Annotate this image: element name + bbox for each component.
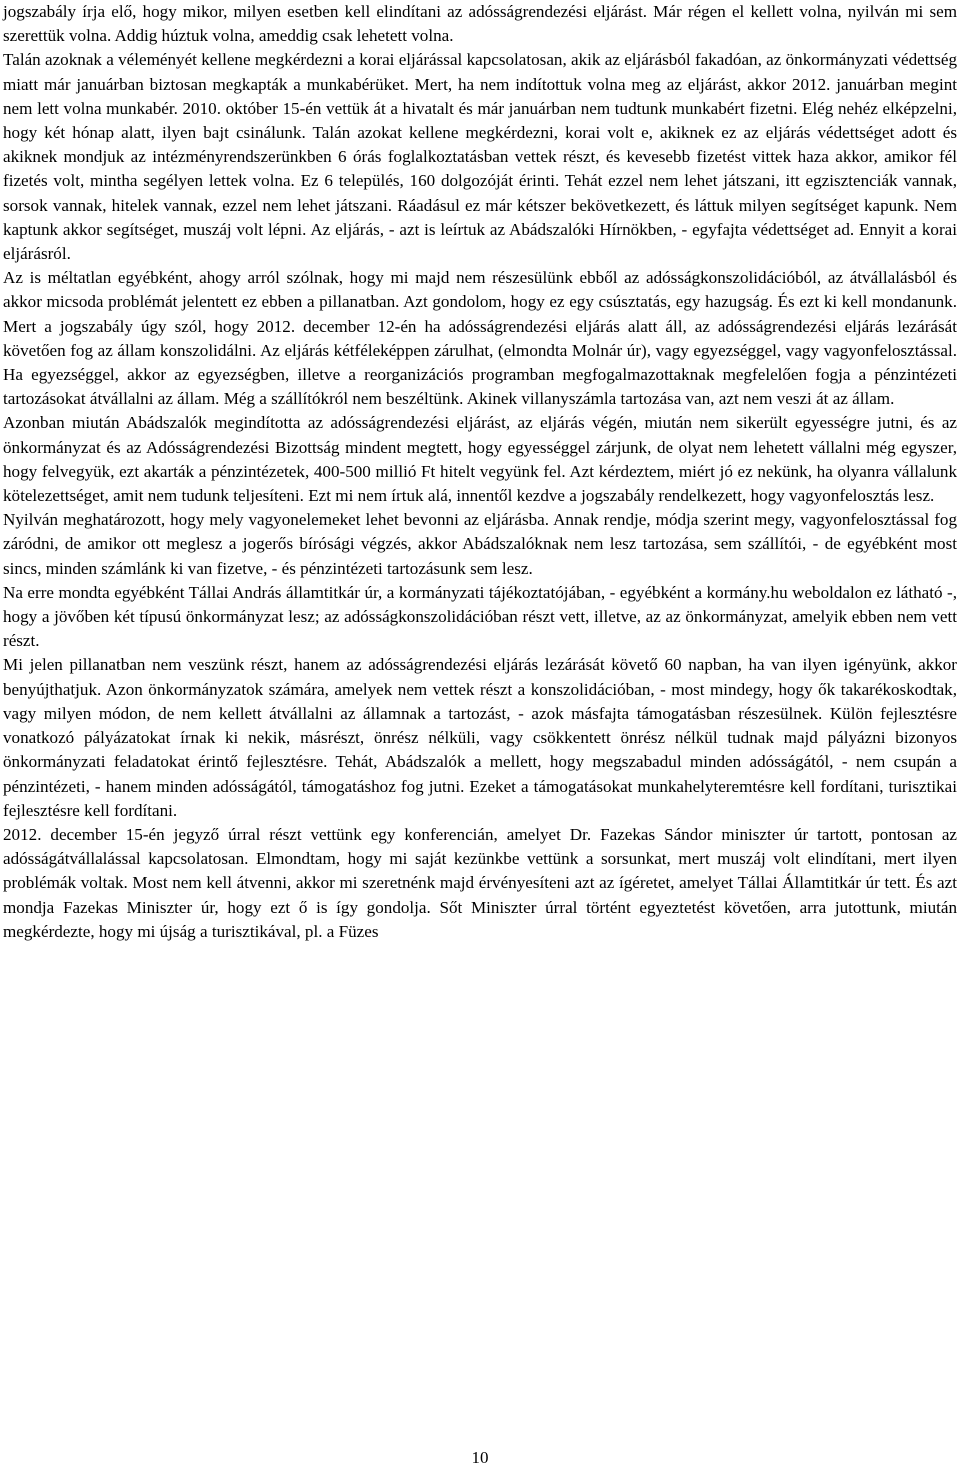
paragraph: Talán azoknak a véleményét kellene megkérdezni a korai eljárással kapcsolatosan, akik az eljárásból fakadóan, az önkormányzati védettség miatt már januárban biztosan megkapták a munkabérüket. Mert, ha nem indítottuk volna meg az eljárást, akkor 2012. januárban megint nem lett volna munkabér. 2010. október 15-én vettük át a hivatalt és már januárban nem tudtunk munkabért fizetni. Elég nehéz elképzelni, hogy két hónap alatt, ilyen bajt csinálunk. Talán azokat kellene megkérdezni, korai volt e, akiknek ez az eljárás védettséget adott és akiknek mondjuk az intézményrendszerünkben 6 órás foglalkoztatásban vettek részt, és kevesebb fizetést vittek haza akkor, amikor fél fizetés volt, mintha segélyen lettek volna. Ez 6 település, 160 dolgozóját érinti. Tehát ezzel nem lehet játszani, itt egzisztenciák vannak, sorsok vannak, hitelek vannak, ezzel nem lehet játszani. Ráadásul ez már kétszer bekövetkezett, és láttuk milyen segítséget kapunk. Nem kaptunk akkor segítséget, muszáj volt lépni. Az eljárás, - azt is leírtuk az Abádszalóki Hírnökben, - egyfajta védettséget ad. Ennyit a korai eljárásról. [3,50,957,264]
document-body [3,0,957,944]
page-number: 10 [471,1448,489,1467]
paragraph: Mi jelen pillanatban nem veszünk részt, hanem az adósságrendezési eljárás lezárását követő 60 napban, ha van ilyen igényünk, akkor benyújthatjuk. Azon önkormányzatok számára, amelyek nem vettek részt a konszolidációban, - most mindegy, hogy ők takarékoskodtak, vagy milyen módon, de nem kellett átvállalni az államnak a tartozást, - azok másfajta támogatásban részesülnek. Külön fejlesztésre vonatkozó pályázatokat írnak ki nekik, másrészt, önrész nélküli, vagy csökkentett önrész nélkül tudnak majd pályázni bizonyos önkormányzati feladatokat érintő fejlesztésre. Tehát, Abádszalók a mellett, hogy megszabadul minden adósságától, - nem csupán a pénzintézeti, - hanem minden adósságától, támogatáshoz fog jutni. Ezeket a támogatásokat munkahelyteremtésre kell fordítani, turisztikai fejlesztésre kell fordítani. [3,655,957,820]
paragraph: jogszabály írja elő, hogy mikor, milyen esetben kell elindítani az adósságrendezési eljárást. Már régen el kellett volna, nyilván mi sem szerettük volna. Addig húztuk volna, ameddig csak lehetett volna. [3,2,957,46]
paragraph: 2012. december 15-én jegyző úrral részt vettünk egy konferencián, amelyet Dr. Fazekas Sándor miniszter úr tartott, pontosan az adósságátvállalással kapcsolatosan. Elmondtam, hogy mi saját kezünkbe vettünk a sorsunkat, mert muszáj volt elindítani, mert ilyen problémák voltak. Most nem kell átvenni, akkor mi szeretnénk majd érvényesíteni azt az ígéretet, amelyet Tállai Államtitkár úr tett. És azt mondja Fazekas Miniszter úr, hogy ezt ő is így gondolja. Sőt Miniszter úrral történt egyeztetést követően, arra jutottunk, miután megkérdezte, hogy mi újság a turisztikával, pl. a Füzes [3,824,957,941]
paragraph: Az is méltatlan egyébként, ahogy arról szólnak, hogy mi majd nem részesülünk ebből az adósságkonszolidációból, az átvállalásból és akkor micsoda problémát jelentett ez ebben a pillanatban. Azt gondolom, hogy ez egy csúsztatás, egy hazugság. És ezt ki kell mondanunk. Mert a jogszabály úgy szól, hogy 2012. december 12-én ha adósságrendezési eljárás alatt áll, az adósságrendezési eljárás lezárását követően fog az állam konszolidálni. Az eljárás kétféleképpen zárulhat, (elmondta Molnár úr), vagy egyezséggel, vagy vagyonfelosztással. Ha egyezséggel, akkor az egyezségben, illetve a reorganizációs programban megfogalmazottaknak megfelelően fogja a pénzintézeti tartozásokat átvállalni az állam. Még a szállítókról nem beszéltünk. Akinek villanyszámla tartozása van, azt nem veszi át az állam. [3,268,957,409]
paragraph: Nyilván meghatározott, hogy mely vagyonelemeket lehet bevonni az eljárásba. Annak rendje, módja szerint megy, vagyonfelosztással fog záródni, de amikor ott meglesz a jogerős bírósági végzés, akkor Abádszalóknak nem lesz tartozása, sem szállítói, - de egyébként most sincs, minden számlánk ki van fizetve, - és pénzintézeti tartozásunk sem lesz. [3,510,957,578]
paragraph: Azonban miután Abádszalók megindította az adósságrendezési eljárást, az eljárás végén, miután nem sikerült egyességre jutni, és az önkormányzat és az Adósságrendezési Bizottság mindent megtett, hogy egyességgel zárjunk, de olyat nem lehetett vállalni még egyszer, hogy felvegyük, ezt akarták a pénzintézetek, 400-500 millió Ft hitelt vegyünk fel. Azt kérdeztem, miért jó ez nekünk, ha olyanra vállalunk kötelezettséget, amit nem tudunk teljesíteni. Ezt mi nem írtuk alá, innentől kezdve a jogszabály rendelkezett, hogy vagyonfelosztás lesz. [3,413,957,506]
paragraph: Na erre mondta egyébként Tállai András államtitkár úr, a kormányzati tájékoztatójában, - egyébként a kormány.hu weboldalon ez látható -, hogy a jövőben két típusú önkormányzat lesz; az adósságkonszolidációban részt vett, illetve, az az önkormányzat, amelyik ebben nem vett részt. [3,582,957,651]
